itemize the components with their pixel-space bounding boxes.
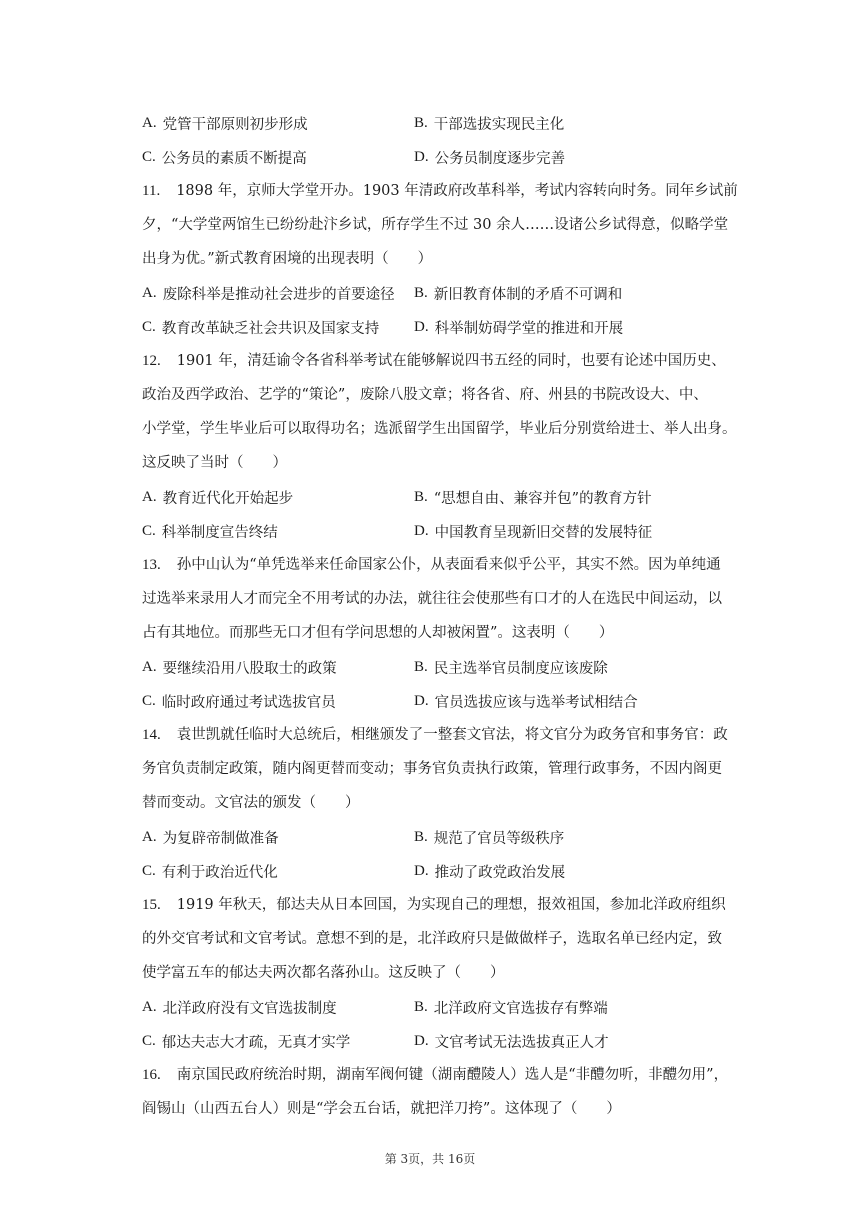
question-line: [142, 344, 778, 378]
option-letter: C.: [142, 1032, 156, 1049]
answer-option: [142, 691, 414, 712]
question-text: 夕，“大学堂两馆生已纷纷赴汴乡试，所存学生不过 30 余人……设诸公乡试得意，似略学堂: [142, 217, 729, 233]
answer-option: [142, 657, 414, 678]
answer-option: [414, 113, 778, 134]
option-row: [142, 480, 778, 514]
option-letter: D.: [414, 318, 429, 335]
question-block: [142, 718, 778, 820]
option-letter: B.: [414, 828, 428, 845]
option-letter: C.: [142, 692, 156, 709]
option-letter: B.: [414, 284, 428, 301]
option-text: 规范了官员等级秩序: [433, 830, 565, 847]
option-row: [142, 854, 778, 888]
question-text: 替而变动。文官法的颁发（ ）: [142, 795, 360, 811]
answer-option: [414, 147, 778, 168]
answer-option: [414, 317, 778, 338]
option-text: 郁达夫志大才疏，无真才实学: [161, 1034, 351, 1051]
option-row: [142, 310, 778, 344]
question-line: [142, 956, 778, 990]
question-number: 16.: [142, 1067, 161, 1083]
option-text: 教育近代化开始起步: [162, 490, 294, 507]
question-text: 阎锡山（山西五台人）则是“学会五台话，就把洋刀挎”。这体现了（ ）: [142, 1101, 621, 1117]
question-line: [142, 582, 778, 616]
question-line: [142, 752, 778, 786]
page-content: [142, 106, 778, 1126]
question-text: 使学富五车的郁达夫两次都名落孙山。这反映了（ ）: [142, 965, 505, 981]
option-letter: A.: [142, 998, 157, 1015]
option-text: 党管干部原则初步形成: [162, 116, 308, 133]
option-text: 临时政府通过考试选拔官员: [161, 694, 336, 711]
answer-option: [142, 827, 414, 848]
answer-option: [142, 997, 414, 1018]
answer-option: [414, 657, 778, 678]
answer-option: [414, 827, 778, 848]
option-text: 中国教育呈现新旧交替的发展特征: [434, 524, 653, 541]
option-letter: B.: [414, 998, 428, 1015]
question-text: 1919 年秋天，郁达夫从日本回国，为实现自己的理想，报效祖国，参加北洋政府组织: [176, 897, 726, 913]
question-block: [142, 888, 778, 990]
answer-option: [142, 1031, 414, 1052]
option-row: [142, 684, 778, 718]
question-text: 的外交官考试和文官考试。意想不到的是，北洋政府只是做做样子，选取名单已经内定，致: [142, 931, 722, 947]
question-line: [142, 616, 778, 650]
option-text: 新旧教育体制的矛盾不可调和: [433, 286, 623, 303]
question-line: [142, 242, 778, 276]
option-letter: D.: [414, 692, 429, 709]
question-line: [142, 412, 778, 446]
question-number: 14.: [142, 727, 161, 743]
option-letter: C.: [142, 522, 156, 539]
option-row: [142, 650, 778, 684]
option-row: [142, 514, 778, 548]
option-row: [142, 990, 778, 1024]
option-letter: B.: [414, 488, 428, 505]
option-letter: D.: [414, 862, 429, 879]
question-line: [142, 718, 778, 752]
question-text: 这反映了当时（ ）: [142, 455, 287, 471]
option-text: 废除科举是推动社会进步的首要途径: [162, 286, 395, 303]
option-letter: B.: [414, 658, 428, 675]
question-text: 过选举来录用人才而完全不用考试的办法，就往往会使那些有口才的人在选民中间运动，以: [142, 591, 722, 607]
option-letter: A.: [142, 284, 157, 301]
option-letter: C.: [142, 148, 156, 165]
option-letter: A.: [142, 114, 157, 131]
option-text: 推动了政党政治发展: [434, 864, 566, 881]
answer-option: [414, 521, 778, 542]
question-line: [142, 1058, 778, 1092]
option-letter: A.: [142, 828, 157, 845]
question-text: 出身为优。”新式教育困境的出现表明（ ）: [142, 251, 433, 267]
answer-option: [142, 487, 414, 508]
question-number: 12.: [142, 353, 161, 369]
option-text: 科举制妨碍学堂的推进和开展: [434, 320, 624, 337]
option-text: 北洋政府没有文官选拔制度: [162, 1000, 337, 1017]
question-line: [142, 1092, 778, 1126]
option-row: [142, 276, 778, 310]
option-letter: D.: [414, 148, 429, 165]
option-row: [142, 106, 778, 140]
option-row: [142, 140, 778, 174]
option-letter: A.: [142, 658, 157, 675]
question-text: 政治及西学政治、艺学的“策论”，废除八股文章；将各省、府、州县的书院改设大、中、: [142, 387, 708, 403]
answer-option: [414, 487, 778, 508]
question-line: [142, 446, 778, 480]
option-text: 干部选拔实现民主化: [433, 116, 565, 133]
option-text: 民主选举官员制度应该废除: [433, 660, 608, 677]
page-footer: 第 3页，共 16页: [384, 1152, 476, 1166]
question-text: 小学堂，学生毕业后可以取得功名；选派留学生出国留学，毕业后分别赏给进士、举人出身。: [142, 421, 737, 437]
option-row: [142, 1024, 778, 1058]
question-text: 1901 年，清廷谕令各省科举考试在能够解说四书五经的同时，也要有论述中国历史、: [176, 353, 726, 369]
option-text: 要继续沿用八股取士的政策: [162, 660, 337, 677]
question-text: 孙中山认为“单凭选举来任命国家公仆，从表面看来似乎公平，其实不然。因为单纯通: [176, 557, 721, 573]
question-line: [142, 922, 778, 956]
question-line: [142, 208, 778, 242]
question-number: 11.: [142, 183, 161, 199]
answer-option: [142, 521, 414, 542]
question-line: [142, 378, 778, 412]
question-number: 15.: [142, 897, 161, 913]
question-text: 袁世凯就任临时大总统后，相继颁发了一整套文官法，将文官分为政务官和事务官：政: [176, 727, 728, 743]
option-text: 文官考试无法选拔真正人才: [434, 1034, 609, 1051]
option-row: [142, 820, 778, 854]
question-number: 13.: [142, 557, 161, 573]
question-block: [142, 548, 778, 650]
answer-option: [142, 317, 414, 338]
question-text: 占有其地位。而那些无口才但有学问思想的人却被闲置”。这表明（ ）: [142, 625, 614, 641]
answer-option: [414, 691, 778, 712]
option-letter: D.: [414, 522, 429, 539]
answer-option: [142, 283, 414, 304]
option-text: 北洋政府文官选拔存有弊端: [433, 1000, 608, 1017]
answer-option: [414, 861, 778, 882]
question-line: [142, 548, 778, 582]
answer-option: [142, 113, 414, 134]
option-text: 公务员制度逐步完善: [434, 150, 566, 167]
option-letter: C.: [142, 862, 156, 879]
answer-option: [414, 283, 778, 304]
answer-option: [414, 997, 778, 1018]
question-text: 务官负责制定政策，随内阁更替而变动；事务官负责执行政策，管理行政事务，不因内阁更: [142, 761, 722, 777]
option-text: “思想自由、兼容并包”的教育方针: [433, 490, 652, 507]
question-block: [142, 344, 778, 480]
option-text: 官员选拔应该与选举考试相结合: [434, 694, 638, 711]
question-text: 1898 年，京师大学堂开办。1903 年清政府改革科举，考试内容转向时务。同年乡试前: [176, 183, 738, 199]
question-line: [142, 786, 778, 820]
question-line: [142, 174, 778, 208]
question-line: [142, 888, 778, 922]
option-letter: A.: [142, 488, 157, 505]
question-block: [142, 174, 778, 276]
question-text: 南京国民政府统治时期，湖南军阀何键（湖南醴陵人）选人是“非醴勿听，非醴勿用”，: [176, 1067, 729, 1083]
option-text: 科举制度宣告终结: [161, 524, 278, 541]
question-block: [142, 1058, 778, 1126]
option-text: 为复辟帝制做准备: [162, 830, 279, 847]
option-text: 公务员的素质不断提高: [161, 150, 307, 167]
answer-option: [414, 1031, 778, 1052]
option-letter: D.: [414, 1032, 429, 1049]
option-letter: C.: [142, 318, 156, 335]
answer-option: [142, 147, 414, 168]
option-text: 教育改革缺乏社会共识及国家支持: [161, 320, 380, 337]
option-text: 有利于政治近代化: [161, 864, 278, 881]
answer-option: [142, 861, 414, 882]
option-letter: B.: [414, 114, 428, 131]
